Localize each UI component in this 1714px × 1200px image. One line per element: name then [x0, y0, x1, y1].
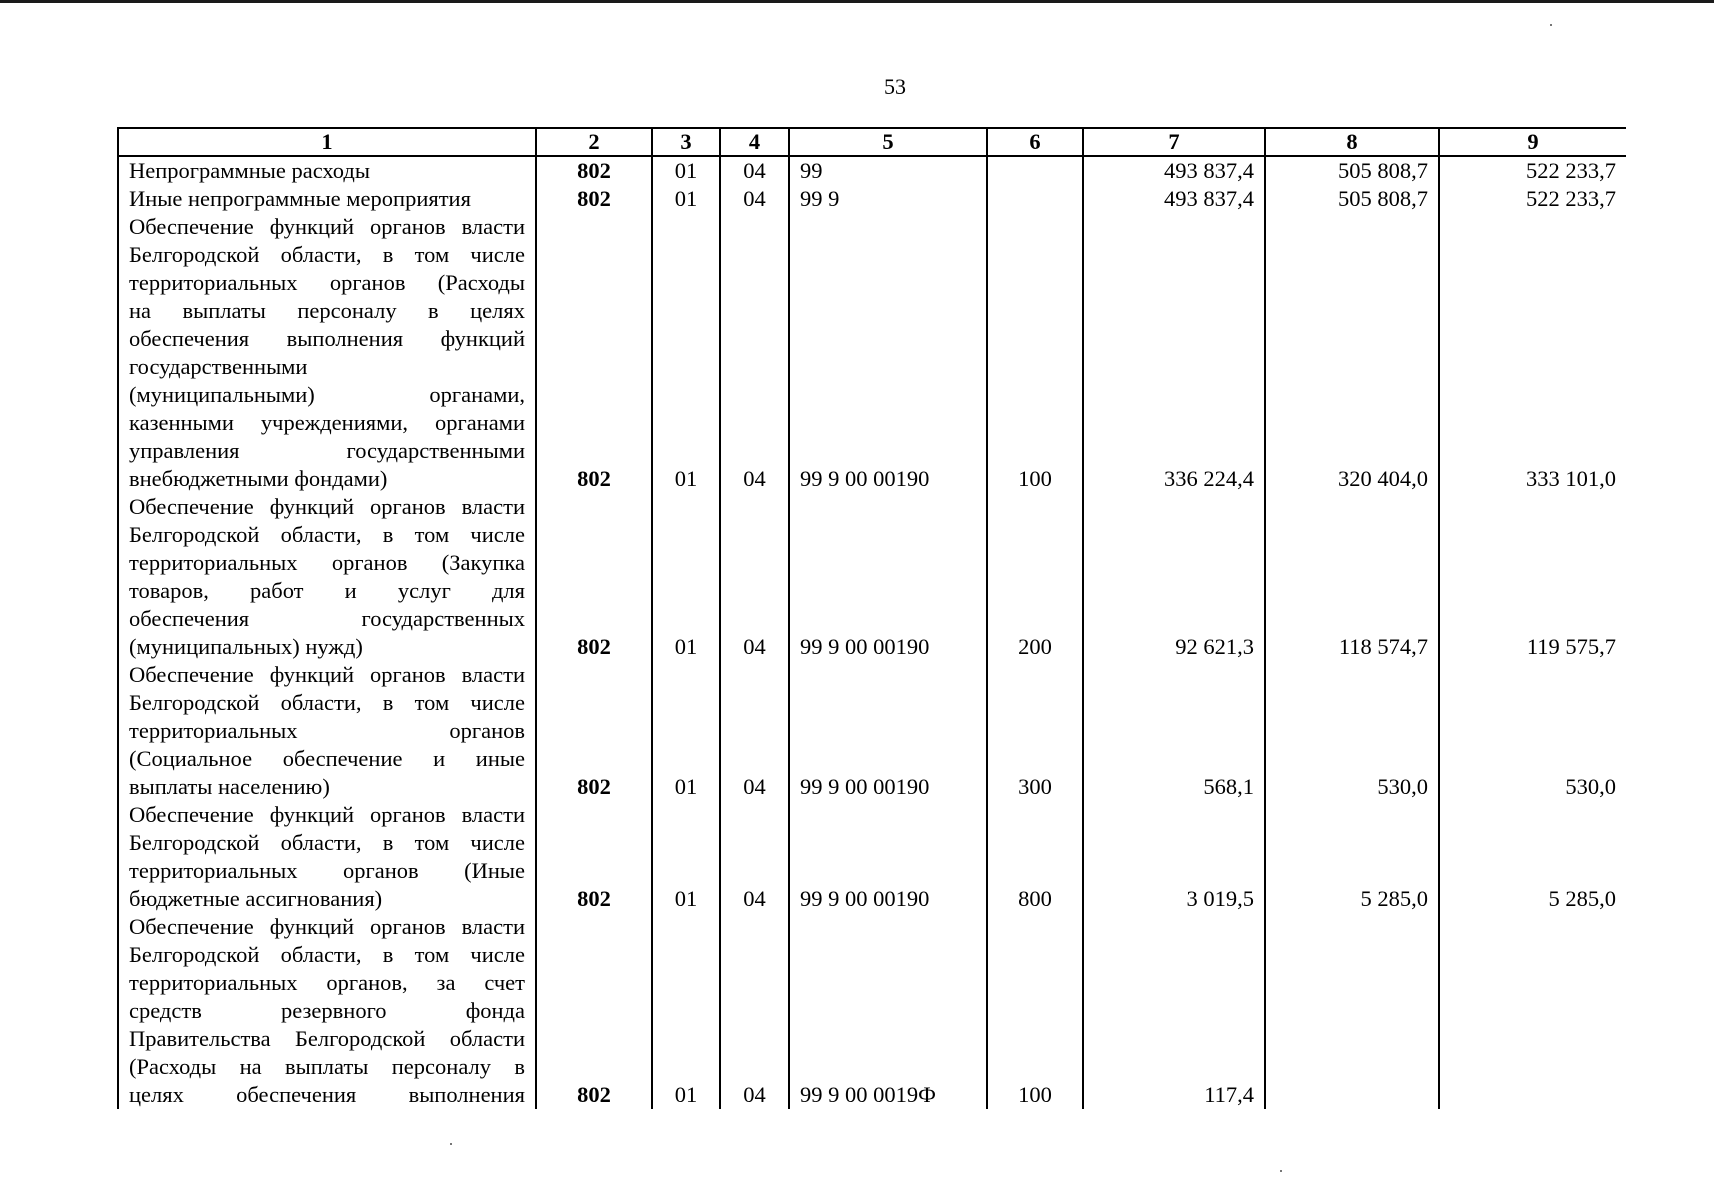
table-row: [118, 801, 1626, 913]
row-description: [118, 661, 536, 801]
table-row: [118, 493, 1626, 661]
column-5-cell: 99 9 00 00190: [789, 213, 987, 493]
description-line: Белгородской области, в том числе: [129, 942, 525, 967]
column-9-cell: 530,0: [1439, 661, 1626, 801]
column-6-cell: 300: [987, 661, 1083, 801]
column-3-cell: 01: [652, 213, 720, 493]
row-description: [118, 213, 536, 493]
description-line: Обеспечение функций органов власти: [129, 214, 525, 239]
column-8-cell: [1265, 913, 1439, 1109]
column-4-cell: 04: [720, 913, 789, 1109]
column-8-cell: 505 808,7: [1265, 156, 1439, 185]
table-row: [118, 156, 1626, 185]
column-9-cell: [1439, 913, 1626, 1109]
description-line: (Социальное обеспечение и иные: [129, 746, 525, 771]
column-8-cell: 530,0: [1265, 661, 1439, 801]
description-line: территориальных органов (Расходы: [129, 270, 525, 295]
column-7-cell: 92 621,3: [1083, 493, 1265, 661]
header-col-4: 4: [720, 128, 789, 156]
header-col-8: 8: [1265, 128, 1439, 156]
description-line: обеспечения государственных: [129, 606, 525, 631]
scan-edge: [0, 0, 1714, 3]
column-6-cell: 200: [987, 493, 1083, 661]
column-3-cell: 01: [652, 913, 720, 1109]
column-3-cell: 01: [652, 156, 720, 185]
column-7-cell: 3 019,5: [1083, 801, 1265, 913]
column-8-cell: 505 808,7: [1265, 185, 1439, 213]
description-line: на выплаты персоналу в целях: [129, 298, 525, 323]
column-5-cell: 99 9 00 0019Ф: [789, 913, 987, 1109]
column-2-cell: 802: [536, 493, 652, 661]
description-line: государственными: [129, 354, 308, 379]
description-line: Правительства Белгородской области: [129, 1026, 525, 1051]
column-3-cell: 01: [652, 801, 720, 913]
column-4-cell: 04: [720, 185, 789, 213]
header-row: [118, 128, 1626, 156]
column-6-cell: [987, 156, 1083, 185]
description-line: Обеспечение функций органов власти: [129, 662, 525, 687]
header-col-3: 3: [652, 128, 720, 156]
header-col-7: 7: [1083, 128, 1265, 156]
column-2-cell: 802: [536, 801, 652, 913]
column-7-cell: 493 837,4: [1083, 185, 1265, 213]
table-row: [118, 913, 1626, 1109]
column-2-cell: 802: [536, 156, 652, 185]
column-7-cell: 568,1: [1083, 661, 1265, 801]
row-description: [118, 493, 536, 661]
description-line: внебюджетными фондами): [129, 466, 388, 491]
column-6-cell: 100: [987, 913, 1083, 1109]
column-2-cell: 802: [536, 913, 652, 1109]
description-line: территориальных органов, за счет: [129, 970, 525, 995]
description-line: (Расходы на выплаты персоналу в: [129, 1054, 525, 1079]
description-line: Белгородской области, в том числе: [129, 242, 525, 267]
scan-speck: [450, 1143, 452, 1145]
description-line: (муниципальными) органами,: [129, 382, 525, 407]
column-9-cell: 522 233,7: [1439, 185, 1626, 213]
column-4-cell: 04: [720, 801, 789, 913]
column-5-cell: 99 9 00 00190: [789, 801, 987, 913]
description-line: Обеспечение функций органов власти: [129, 914, 525, 939]
budget-table-container: [117, 127, 1626, 1111]
description-line: целях обеспечения выполнения: [129, 1082, 525, 1107]
header-col-9: 9: [1439, 128, 1626, 156]
row-description: [118, 156, 536, 185]
header-col-1: 1: [118, 128, 536, 156]
description-line: Иные непрограммные мероприятия: [129, 186, 471, 211]
description-line: выплаты населению): [129, 774, 330, 799]
column-5-cell: 99 9 00 00190: [789, 661, 987, 801]
description-line: Непрограммные расходы: [129, 158, 370, 183]
table-row: [118, 185, 1626, 213]
column-4-cell: 04: [720, 661, 789, 801]
description-line: Белгородской области, в том числе: [129, 690, 525, 715]
column-3-cell: 01: [652, 661, 720, 801]
page-number: 53: [884, 74, 906, 99]
column-5-cell: 99: [789, 156, 987, 185]
column-8-cell: 5 285,0: [1265, 801, 1439, 913]
column-6-cell: 800: [987, 801, 1083, 913]
column-6-cell: [987, 185, 1083, 213]
column-5-cell: 99 9: [789, 185, 987, 213]
description-line: Белгородской области, в том числе: [129, 522, 525, 547]
column-4-cell: 04: [720, 493, 789, 661]
column-4-cell: 04: [720, 156, 789, 185]
table-body: [118, 156, 1626, 1109]
column-6-cell: 100: [987, 213, 1083, 493]
description-line: территориальных органов: [129, 718, 525, 743]
description-line: средств резервного фонда: [129, 998, 525, 1023]
column-7-cell: 117,4: [1083, 913, 1265, 1109]
description-line: казенными учреждениями, органами: [129, 410, 525, 435]
description-line: бюджетные ассигнования): [129, 886, 383, 911]
header-col-2: 2: [536, 128, 652, 156]
row-description: [118, 913, 536, 1109]
column-8-cell: 320 404,0: [1265, 213, 1439, 493]
column-3-cell: 01: [652, 493, 720, 661]
description-line: управления государственными: [129, 438, 525, 463]
column-8-cell: 118 574,7: [1265, 493, 1439, 661]
description-line: территориальных органов (Закупка: [129, 550, 525, 575]
description-line: (муниципальных) нужд): [129, 634, 363, 659]
header-col-5: 5: [789, 128, 987, 156]
budget-table: [117, 127, 1626, 1109]
table-row: [118, 213, 1626, 493]
column-2-cell: 802: [536, 185, 652, 213]
table-row: [118, 661, 1626, 801]
column-2-cell: 802: [536, 661, 652, 801]
column-9-cell: 522 233,7: [1439, 156, 1626, 185]
scan-speck: [1280, 1170, 1282, 1172]
header-col-6: 6: [987, 128, 1083, 156]
column-5-cell: 99 9 00 00190: [789, 493, 987, 661]
description-line: Белгородской области, в том числе: [129, 830, 525, 855]
column-7-cell: 493 837,4: [1083, 156, 1265, 185]
column-7-cell: 336 224,4: [1083, 213, 1265, 493]
column-4-cell: 04: [720, 213, 789, 493]
column-9-cell: 5 285,0: [1439, 801, 1626, 913]
column-3-cell: 01: [652, 185, 720, 213]
scan-speck: [1550, 24, 1552, 26]
column-9-cell: 119 575,7: [1439, 493, 1626, 661]
row-description: [118, 185, 536, 213]
description-line: обеспечения выполнения функций: [129, 326, 525, 351]
description-line: Обеспечение функций органов власти: [129, 494, 525, 519]
description-line: территориальных органов (Иные: [129, 858, 525, 883]
row-description: [118, 801, 536, 913]
description-line: Обеспечение функций органов власти: [129, 802, 525, 827]
description-line: товаров, работ и услуг для: [129, 578, 525, 603]
column-2-cell: 802: [536, 213, 652, 493]
column-9-cell: 333 101,0: [1439, 213, 1626, 493]
